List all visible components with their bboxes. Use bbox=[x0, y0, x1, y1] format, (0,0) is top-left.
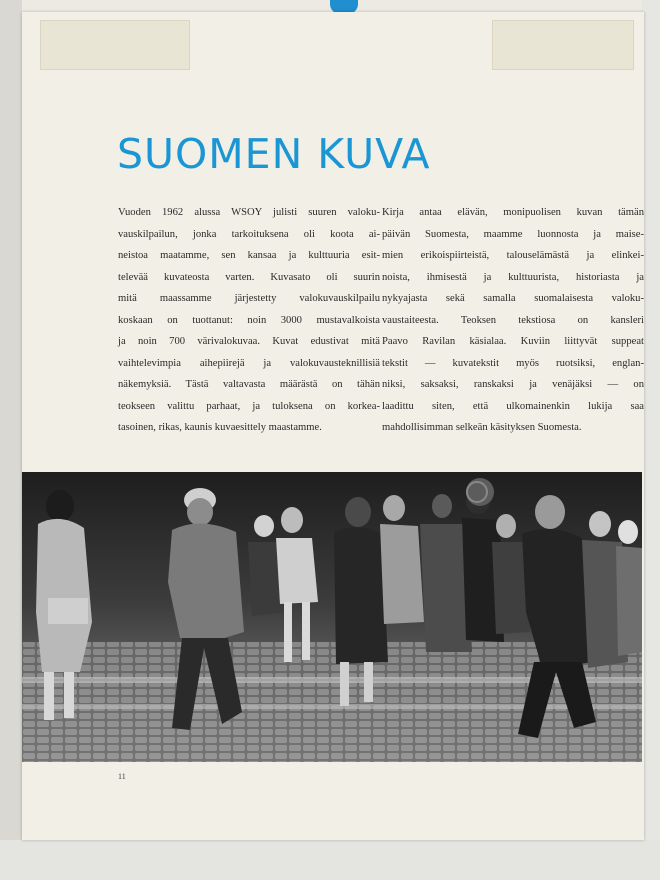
text-line: mien erikoispiirteistä, talouselämästä ja elinkei- bbox=[382, 250, 644, 261]
text-line: nykyajasta sekä samalla suomalaisesta valoku- bbox=[382, 293, 644, 304]
background-bottom bbox=[0, 840, 660, 880]
page-number: 11 bbox=[118, 772, 126, 781]
background-right bbox=[642, 0, 660, 880]
text-line: teokseen valittu parhaat, ja tuloksena on korkea- bbox=[118, 400, 380, 412]
text-line: vaustaiteesta. Teoksen tekstiosa on kansleri bbox=[382, 314, 644, 326]
text-line: laadittu siten, että ulkomainenkin lukija saa bbox=[382, 400, 644, 412]
street-crowd-photo bbox=[22, 472, 642, 762]
text-line: neistoa maatamme, sen kansaa ja kulttuuria esit- bbox=[118, 250, 380, 261]
text-line: vauskilpailun, jonka tarkoituksena oli koota ai- bbox=[118, 228, 380, 240]
background-left bbox=[0, 0, 22, 880]
text-line: Paavo Ravilan käsialaa. Kuviin liittyvät suppeat bbox=[382, 336, 644, 347]
text-line: näkemyksiä. Tästä valtavasta määrästä on tähän bbox=[118, 379, 380, 390]
text-line: ja noin 700 värivalokuvaa. Kuvat edustivat mitä bbox=[118, 336, 380, 347]
text-line: niksi, saksaksi, ranskaksi ja venäjäksi — on bbox=[382, 379, 644, 390]
text-line: tasoinen, rikas, kaunis kuvaesittely maastamme. bbox=[118, 422, 322, 433]
left-text-column bbox=[118, 202, 380, 439]
text-line: vaihtelevimpia aihepiirejä ja valokuvausteknillisiä bbox=[118, 357, 380, 369]
book-back-cover bbox=[22, 12, 644, 840]
right-text-column bbox=[382, 202, 644, 439]
text-line: mahdollisimman selkeän käsityksen Suomesta. bbox=[382, 422, 582, 433]
tape-strip-right bbox=[492, 20, 634, 70]
text-line: päivän Suomesta, maamme luonnosta ja maise- bbox=[382, 228, 644, 240]
text-line: mitä maassamme järjestetty valokuvauskilpailu bbox=[118, 293, 380, 304]
text-line: Vuoden 1962 alussa WSOY julisti suuren valoku- bbox=[118, 207, 380, 218]
text-line: televää kuvateosta varten. Kuvasato oli suurin bbox=[118, 271, 380, 283]
text-line: koskaan on tuottanut: noin 3000 mustavalkoista bbox=[118, 314, 380, 326]
page-title: SUOMEN KUVA bbox=[117, 130, 431, 178]
tape-strip-left bbox=[40, 20, 190, 70]
text-line: Kirja antaa elävän, monipuolisen kuvan tämän bbox=[382, 207, 644, 218]
text-line: noista, ihmisestä ja kulttuurista, historiasta ja bbox=[382, 271, 644, 283]
text-line: tekstit — kuvatekstit myös ruotsiksi, englan- bbox=[382, 357, 644, 369]
